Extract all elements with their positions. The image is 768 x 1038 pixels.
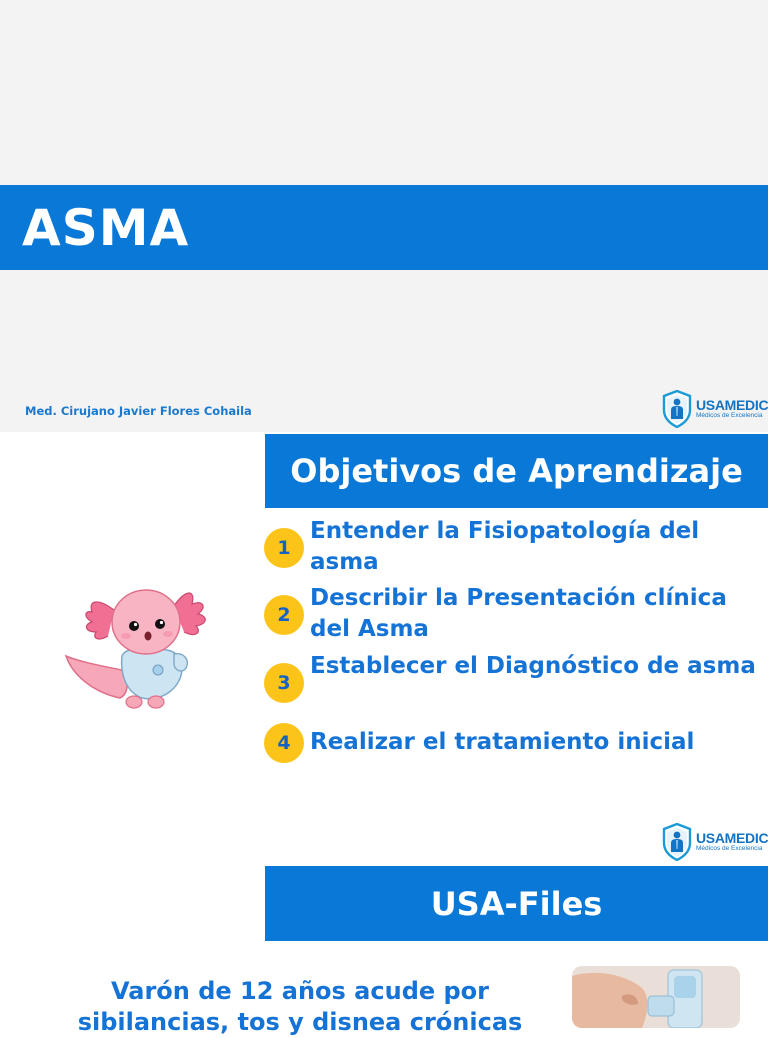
case-line: Varón de 12 años acude por [110, 977, 490, 1005]
objective-text: Entender la Fisiopatología del asma [310, 518, 700, 575]
objective-text: Establecer el Diagnóstico de asma [310, 653, 756, 679]
usamedic-logo [662, 390, 768, 428]
objective-number-badge: 2 [264, 595, 304, 635]
case-line: sibilancias, tos y disnea crónicas [77, 1008, 523, 1036]
brand-tagline: Médicos de Excelencia [696, 845, 763, 853]
objective-number-badge: 1 [264, 528, 304, 568]
objectives-header [265, 434, 768, 508]
objective-text: Realizar el tratamiento inicial [310, 729, 695, 755]
objective-item [264, 651, 768, 713]
objectives-title: Objetivos de Aprendizaje [290, 452, 743, 490]
usa-files-title: USA-Files [430, 884, 603, 923]
objective-number-badge: 3 [264, 663, 304, 703]
objective-item [264, 516, 768, 578]
objective-item [264, 583, 768, 645]
brand-tagline: Médicos de Excelencia [696, 412, 763, 420]
brand-name: USAMEDIC [696, 397, 768, 414]
slide-title: ASMA [22, 199, 190, 257]
usa-files-header [265, 866, 768, 941]
author-name: Med. Cirujano Javier Flores Cohaila [25, 404, 252, 418]
objective-number-badge: 4 [264, 723, 304, 763]
axolotl-mascot [62, 570, 222, 722]
shield-person-icon [662, 823, 692, 861]
objective-text: Describir la Presentación clínica del Asma [310, 585, 727, 642]
brand-name: USAMEDIC [696, 830, 768, 847]
objective-item [264, 727, 768, 763]
inhaler-photo [572, 966, 740, 1028]
usamedic-logo [662, 823, 768, 861]
clinical-case [40, 976, 560, 1038]
shield-person-icon [662, 390, 692, 428]
